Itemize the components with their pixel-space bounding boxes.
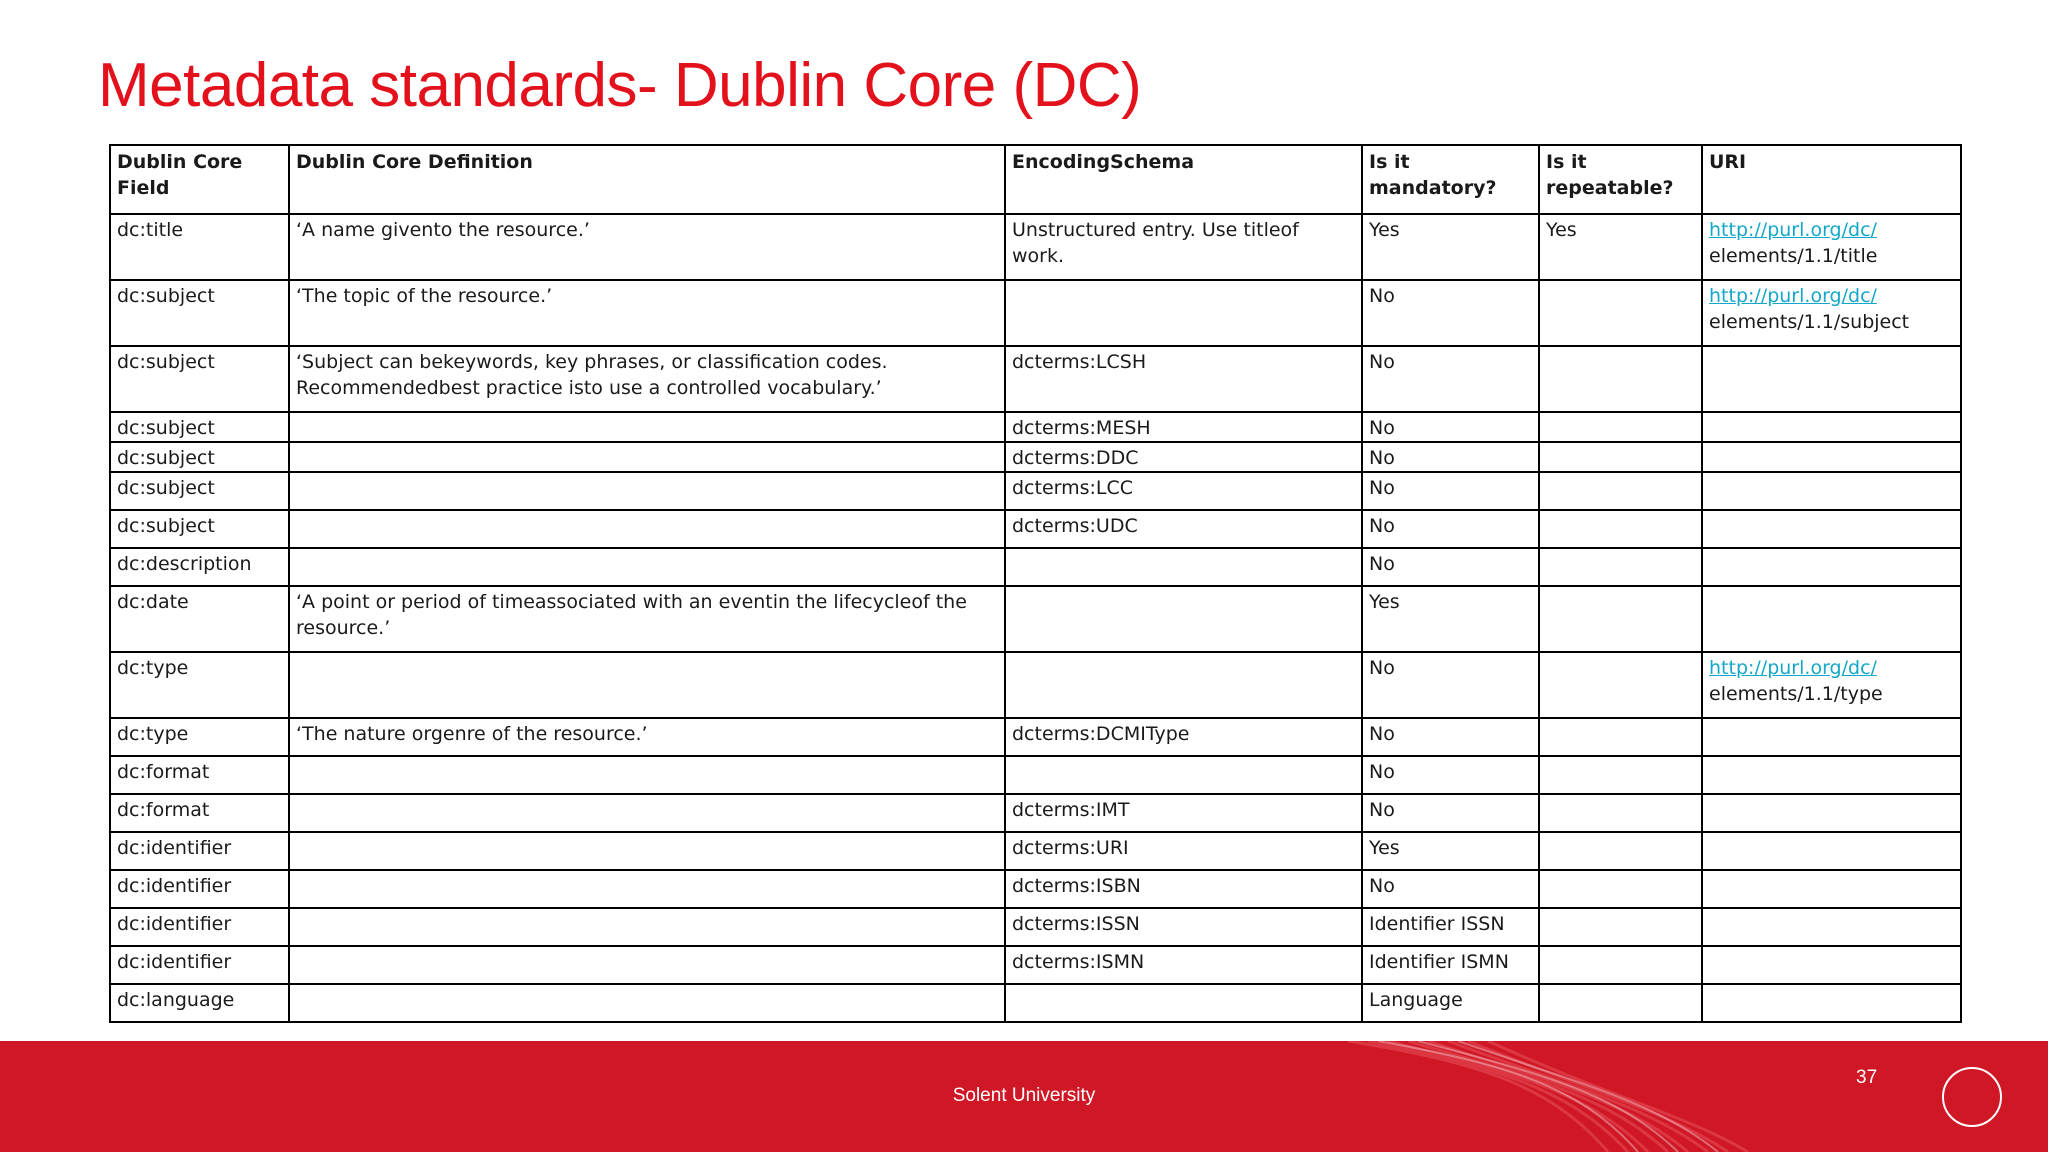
cell-definition	[289, 472, 1005, 510]
cell-field: dc:identifier	[110, 870, 289, 908]
header-mandatory: Is it mandatory?	[1362, 145, 1539, 214]
cell-repeatable: Yes	[1539, 214, 1702, 280]
cell-mandatory: Yes	[1362, 214, 1539, 280]
uri-link[interactable]: http://purl.org/dc/	[1709, 657, 1877, 679]
cell-definition: ‘A point or period of timeassociated with an eventin the lifecycleof the resource.’	[289, 586, 1005, 652]
cell-definition	[289, 548, 1005, 586]
cell-definition	[289, 652, 1005, 718]
cell-repeatable	[1539, 412, 1702, 442]
cell-repeatable	[1539, 756, 1702, 794]
cell-definition: ‘The nature orgenre of the resource.’	[289, 718, 1005, 756]
cell-schema: Unstructured entry. Use titleof work.	[1005, 214, 1362, 280]
cell-field: dc:format	[110, 756, 289, 794]
uri-path: elements/1.1/title	[1709, 245, 1878, 267]
cell-repeatable	[1539, 908, 1702, 946]
footer-university-name: Solent University	[952, 1085, 1096, 1106]
table-row	[110, 832, 1961, 870]
cell-mandatory: No	[1362, 412, 1539, 442]
cell-schema: dcterms:UDC	[1005, 510, 1362, 548]
table-row	[110, 346, 1961, 412]
table-row	[110, 214, 1961, 280]
cell-schema: dcterms:MESH	[1005, 412, 1362, 442]
cell-mandatory: No	[1362, 756, 1539, 794]
cell-uri	[1702, 794, 1961, 832]
cell-mandatory: No	[1362, 472, 1539, 510]
table-row	[110, 718, 1961, 756]
cell-uri	[1702, 984, 1961, 1022]
cell-mandatory: No	[1362, 718, 1539, 756]
cell-mandatory: No	[1362, 346, 1539, 412]
cell-uri	[1702, 548, 1961, 586]
cell-field: dc:identifier	[110, 946, 289, 984]
table-row	[110, 280, 1961, 346]
cell-uri	[1702, 718, 1961, 756]
cell-field: dc:identifier	[110, 832, 289, 870]
slide-number: 37	[1856, 1067, 1878, 1088]
cell-field: dc:type	[110, 652, 289, 718]
cell-repeatable	[1539, 984, 1702, 1022]
cell-field: dc:subject	[110, 510, 289, 548]
header-definition: Dublin Core Definition	[289, 145, 1005, 214]
cell-mandatory: No	[1362, 870, 1539, 908]
cell-uri	[1702, 412, 1961, 442]
table-row	[110, 908, 1961, 946]
uri-path: elements/1.1/subject	[1709, 311, 1910, 333]
cell-schema: dcterms:ISBN	[1005, 870, 1362, 908]
cell-definition: ‘Subject can bekeywords, key phrases, or classification codes. Recommendedbest practice isto use a controlled vocabulary.’	[289, 346, 1005, 412]
cell-mandatory: Yes	[1362, 586, 1539, 652]
cell-uri	[1702, 510, 1961, 548]
header-uri: URI	[1702, 145, 1961, 214]
cell-schema: dcterms:DDC	[1005, 442, 1362, 472]
cell-repeatable	[1539, 586, 1702, 652]
cell-repeatable	[1539, 794, 1702, 832]
cell-definition	[289, 412, 1005, 442]
table-row	[110, 510, 1961, 548]
cell-repeatable	[1539, 548, 1702, 586]
cell-uri	[1702, 346, 1961, 412]
cell-field: dc:language	[110, 984, 289, 1022]
table-row	[110, 652, 1961, 718]
uri-link[interactable]: http://purl.org/dc/	[1709, 285, 1877, 307]
table-row	[110, 442, 1961, 472]
table-row	[110, 412, 1961, 442]
cell-definition	[289, 794, 1005, 832]
cell-repeatable	[1539, 870, 1702, 908]
cell-field: dc:date	[110, 586, 289, 652]
table-row	[110, 870, 1961, 908]
cell-repeatable	[1539, 946, 1702, 984]
cell-schema	[1005, 652, 1362, 718]
slide-footer	[0, 1041, 2048, 1152]
cell-repeatable	[1539, 280, 1702, 346]
cell-repeatable	[1539, 472, 1702, 510]
cell-definition	[289, 832, 1005, 870]
cell-uri	[1702, 756, 1961, 794]
cell-uri	[1702, 832, 1961, 870]
cell-repeatable	[1539, 510, 1702, 548]
cell-schema: dcterms:DCMIType	[1005, 718, 1362, 756]
cell-schema: dcterms:ISMN	[1005, 946, 1362, 984]
header-encoding-schema: EncodingSchema	[1005, 145, 1362, 214]
table-row	[110, 946, 1961, 984]
cell-field: dc:type	[110, 718, 289, 756]
cell-mandatory: No	[1362, 652, 1539, 718]
cell-definition	[289, 442, 1005, 472]
cell-definition	[289, 756, 1005, 794]
cell-schema: dcterms:LCC	[1005, 472, 1362, 510]
cell-schema	[1005, 756, 1362, 794]
cell-field: dc:identifier	[110, 908, 289, 946]
cell-uri	[1702, 652, 1961, 718]
cell-uri	[1702, 586, 1961, 652]
slide-title: Metadata standards- Dublin Core (DC)	[98, 51, 1142, 120]
header-field: Dublin Core Field	[110, 145, 289, 214]
cell-field: dc:description	[110, 548, 289, 586]
cell-definition	[289, 946, 1005, 984]
cell-field: dc:title	[110, 214, 289, 280]
cell-uri	[1702, 280, 1961, 346]
dublin-core-table	[109, 144, 1962, 1023]
cell-schema: dcterms:URI	[1005, 832, 1362, 870]
cell-uri	[1702, 870, 1961, 908]
cell-schema	[1005, 984, 1362, 1022]
cell-uri	[1702, 442, 1961, 472]
table-row	[110, 984, 1961, 1022]
uri-link[interactable]: http://purl.org/dc/	[1709, 219, 1877, 241]
cell-mandatory: No	[1362, 510, 1539, 548]
cell-schema: dcterms:IMT	[1005, 794, 1362, 832]
table-row	[110, 548, 1961, 586]
cell-schema	[1005, 548, 1362, 586]
cell-field: dc:subject	[110, 412, 289, 442]
cell-schema: dcterms:ISSN	[1005, 908, 1362, 946]
cell-mandatory: Identifier ISSN	[1362, 908, 1539, 946]
cell-repeatable	[1539, 652, 1702, 718]
cell-mandatory: Yes	[1362, 832, 1539, 870]
cell-mandatory: No	[1362, 442, 1539, 472]
cell-definition: ‘The topic of the resource.’	[289, 280, 1005, 346]
cell-repeatable	[1539, 832, 1702, 870]
cell-definition	[289, 870, 1005, 908]
circle-icon	[1942, 1067, 2002, 1127]
cell-field: dc:format	[110, 794, 289, 832]
table-row	[110, 794, 1961, 832]
table-row	[110, 472, 1961, 510]
cell-mandatory: No	[1362, 548, 1539, 586]
cell-mandatory: No	[1362, 794, 1539, 832]
uri-path: elements/1.1/type	[1709, 683, 1883, 705]
table-row	[110, 756, 1961, 794]
cell-field: dc:subject	[110, 280, 289, 346]
cell-field: dc:subject	[110, 472, 289, 510]
cell-definition	[289, 908, 1005, 946]
cell-uri	[1702, 908, 1961, 946]
cell-schema	[1005, 586, 1362, 652]
table-header-row	[110, 145, 1961, 214]
cell-repeatable	[1539, 442, 1702, 472]
table-row	[110, 586, 1961, 652]
cell-mandatory: Identifier ISMN	[1362, 946, 1539, 984]
cell-field: dc:subject	[110, 442, 289, 472]
cell-schema: dcterms:LCSH	[1005, 346, 1362, 412]
cell-definition: ‘A name givento the resource.’	[289, 214, 1005, 280]
cell-definition	[289, 510, 1005, 548]
cell-mandatory: No	[1362, 280, 1539, 346]
cell-mandatory: Language	[1362, 984, 1539, 1022]
cell-uri	[1702, 472, 1961, 510]
cell-repeatable	[1539, 346, 1702, 412]
cell-definition	[289, 984, 1005, 1022]
cell-uri	[1702, 946, 1961, 984]
cell-schema	[1005, 280, 1362, 346]
header-repeatable: Is it repeatable?	[1539, 145, 1702, 214]
cell-uri	[1702, 214, 1961, 280]
cell-field: dc:subject	[110, 346, 289, 412]
cell-repeatable	[1539, 718, 1702, 756]
